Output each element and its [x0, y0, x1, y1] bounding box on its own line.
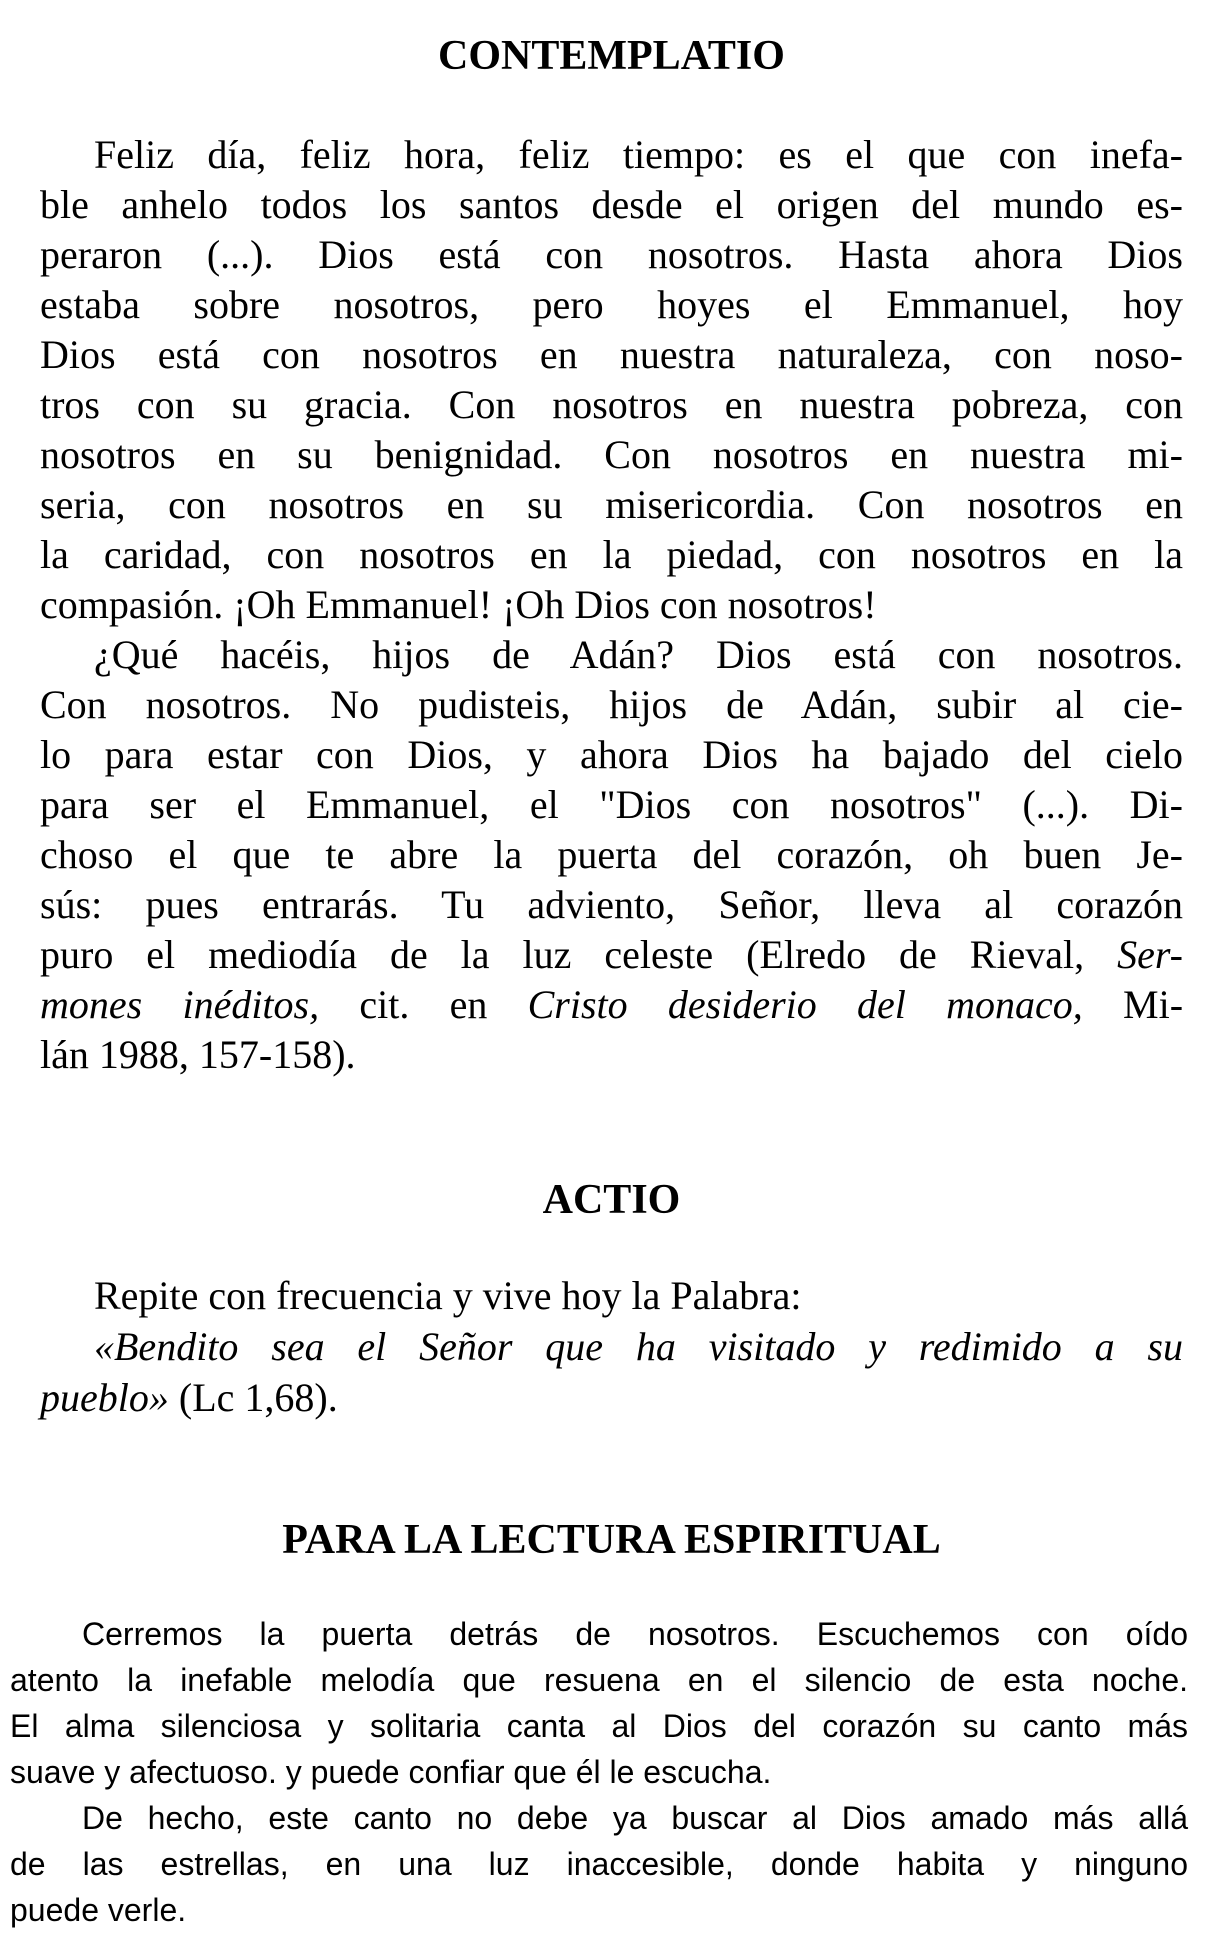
section-heading-contemplatio: CONTEMPLATIO: [438, 33, 785, 79]
text-segment: Cristo desiderio del monaco,: [527, 982, 1083, 1027]
lectura-body: [10, 1611, 1188, 1933]
text-line: [40, 1372, 1183, 1423]
text-line: [40, 180, 1183, 230]
text-line: [40, 580, 1183, 630]
text-segment: Con nosotros. No pudisteis, hijos de Adán, subir al cie-: [40, 682, 1183, 727]
text-segment: (Lc 1,68).: [168, 1375, 338, 1420]
text-segment: lo para estar con Dios, y ahora Dios ha bajado del cielo: [40, 732, 1183, 777]
text-segment: Dios está con nosotros en nuestra naturaleza, con noso-: [40, 332, 1183, 377]
text-segment: suave y afectuoso. y puede confiar que él le escucha.: [10, 1754, 772, 1790]
text-line: [10, 1795, 1188, 1841]
text-segment: puede verle.: [10, 1892, 187, 1928]
text-line: [10, 1887, 1188, 1933]
text-segment: puro el mediodía de la luz celeste (Elredo de Rieval,: [40, 932, 1118, 977]
text-line: [40, 780, 1183, 830]
text-line: [40, 130, 1183, 180]
text-line: [40, 630, 1183, 680]
text-line: [10, 1749, 1188, 1795]
text-segment: la caridad, con nosotros en la piedad, con nosotros en la: [40, 532, 1183, 577]
text-segment: nosotros en su benignidad. Con nosotros en nuestra mi-: [40, 432, 1183, 477]
text-line: [40, 980, 1183, 1030]
text-segment: ble anhelo todos los santos desde el origen del mundo es-: [40, 182, 1183, 227]
text-segment: compasión. ¡Oh Emmanuel! ¡Oh Dios con nosotros!: [40, 582, 877, 627]
text-line: [40, 380, 1183, 430]
text-segment: lán 1988, 157-158).: [40, 1032, 356, 1077]
text-segment: atento la inefable melodía que resuena en el silencio de esta noche.: [10, 1662, 1188, 1698]
text-line: [10, 1657, 1188, 1703]
text-line: [40, 1321, 1183, 1372]
text-segment: Ser-: [1117, 932, 1183, 977]
contemplatio-body: [40, 130, 1183, 1080]
text-segment: pueblo»: [40, 1375, 169, 1420]
text-line: [10, 1841, 1188, 1887]
text-segment: mones inéditos,: [40, 982, 320, 1027]
actio-body: [40, 1270, 1183, 1423]
text-line: [40, 680, 1183, 730]
text-segment: tros con su gracia. Con nosotros en nuestra pobreza, con: [40, 382, 1183, 427]
text-segment: choso el que te abre la puerta del corazón, oh buen Je-: [40, 832, 1183, 877]
text-segment: de las estrellas, en una luz inaccesible, donde habita y ninguno: [10, 1846, 1188, 1882]
section-heading-actio: ACTIO: [542, 1177, 681, 1223]
text-line: [40, 880, 1183, 930]
text-line: [40, 430, 1183, 480]
text-segment: «Bendito sea el Señor que ha visitado y redimido a su: [94, 1324, 1183, 1369]
text-line: [10, 1611, 1188, 1657]
text-segment: Cerremos la puerta detrás de nosotros. Escuchemos con oído: [82, 1616, 1188, 1652]
text-line: [40, 1030, 1183, 1080]
text-segment: seria, con nosotros en su misericordia. Con nosotros en: [40, 482, 1183, 527]
text-segment: peraron (...). Dios está con nosotros. Hasta ahora Dios: [40, 232, 1183, 277]
text-line: [40, 930, 1183, 980]
text-line: [40, 1270, 1183, 1321]
text-segment: para ser el Emmanuel, el "Dios con nosotros" (...). Di-: [40, 782, 1183, 827]
text-segment: sús: pues entrarás. Tu adviento, Señor, lleva al corazón: [40, 882, 1183, 927]
text-line: [10, 1703, 1188, 1749]
text-segment: Mi-: [1082, 982, 1184, 1027]
section-heading-lectura: PARA LA LECTURA ESPIRITUAL: [282, 1517, 941, 1563]
text-segment: Feliz día, feliz hora, feliz tiempo: es el que con inefa-: [94, 132, 1183, 177]
text-line: [40, 830, 1183, 880]
text-line: [40, 330, 1183, 380]
text-line: [40, 480, 1183, 530]
text-segment: ¿Qué hacéis, hijos de Adán? Dios está con nosotros.: [94, 632, 1183, 677]
text-line: [40, 230, 1183, 280]
text-line: [40, 730, 1183, 780]
text-segment: Repite con frecuencia y vive hoy la Palabra:: [94, 1273, 802, 1318]
text-segment: El alma silenciosa y solitaria canta al Dios del corazón su canto más: [10, 1708, 1188, 1744]
text-line: [40, 530, 1183, 580]
text-line: [40, 280, 1183, 330]
text-segment: De hecho, este canto no debe ya buscar al Dios amado más allá: [82, 1800, 1188, 1836]
text-segment: cit. en: [319, 982, 528, 1027]
text-segment: estaba sobre nosotros, pero hoyes el Emmanuel, hoy: [40, 282, 1183, 327]
